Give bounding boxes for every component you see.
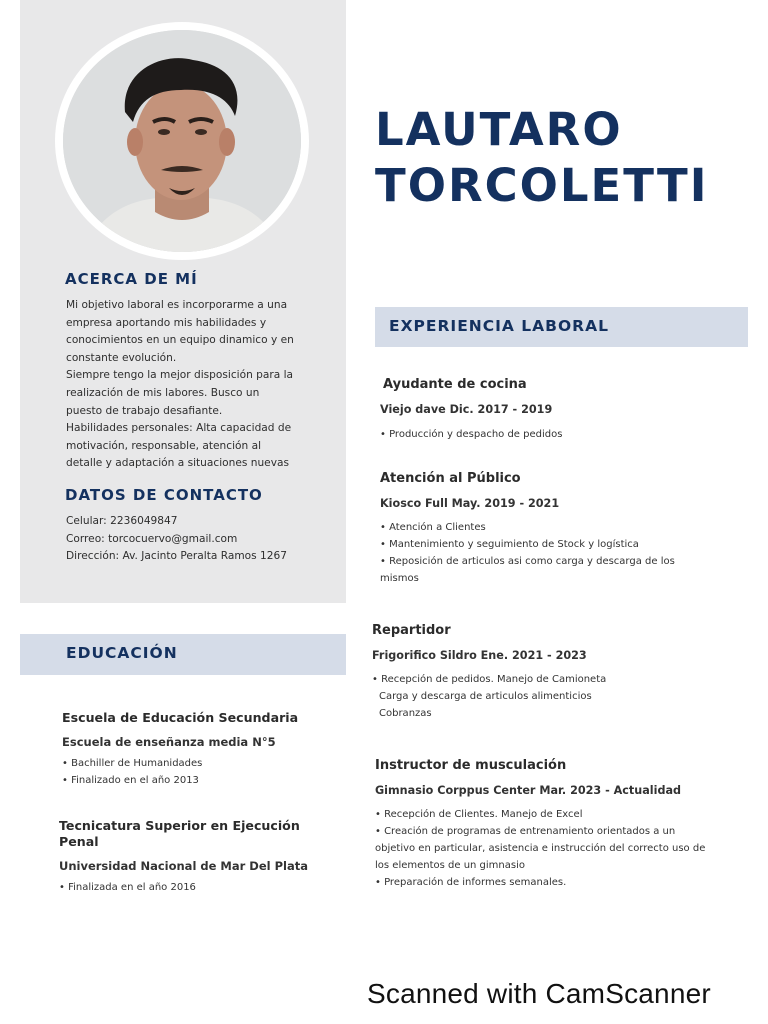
about-line: motivación, responsable, atención al: [66, 439, 262, 452]
job-bullets: [380, 519, 720, 587]
about-line: empresa aportando mis habilidades y: [66, 316, 267, 329]
list-item: • Producción y despacho de pedidos: [380, 429, 563, 440]
job-title: Atención al Público: [380, 471, 521, 486]
list-item: • Recepción de pedidos. Manejo de Camioneta: [372, 674, 607, 685]
last-name: TORCOLETTI: [375, 159, 709, 212]
list-item: • Finalizado en el año 2013: [62, 775, 199, 786]
list-item: objetivo en particular, asistencia e instrucción del correcto uso de: [375, 843, 706, 854]
avatar: [63, 30, 301, 252]
list-item: • Recepción de Clientes. Manejo de Excel: [375, 809, 583, 820]
education-title-line: Penal: [59, 834, 99, 849]
about-line: puesto de trabajo desafiante.: [66, 404, 223, 417]
job-bullets: [380, 426, 562, 443]
about-line: Habilidades personales: Alta capacidad de: [66, 422, 292, 435]
about-line: constante evolución.: [66, 351, 177, 364]
list-item: • Bachiller de Humanidades: [62, 758, 203, 769]
job-title: Instructor de musculación: [375, 758, 567, 773]
list-item: Cobranzas: [379, 708, 432, 719]
list-item: • Reposición de articulos asi como carga y descarga de los: [380, 556, 675, 567]
education-item-bullets: [62, 755, 202, 789]
education-title: EDUCACIÓN: [66, 644, 178, 662]
contact-address: Dirección: Av. Jacinto Peralta Ramos 1267: [66, 550, 287, 563]
contact-title: DATOS DE CONTACTO: [65, 486, 263, 504]
job-bullets: [375, 806, 745, 891]
about-line: Mi objetivo laboral es incorporarme a una: [66, 299, 288, 311]
contact-email: Correo: torcocuervo@gmail.com: [66, 532, 238, 545]
education-item-subtitle: Universidad Nacional de Mar Del Plata: [59, 859, 308, 873]
job-bullets: [372, 671, 712, 722]
list-item: • Atención a Clientes: [380, 522, 486, 533]
avatar-portrait-icon: [63, 30, 301, 252]
about-line: conocimientos en un equipo dinamico y en: [66, 334, 294, 347]
about-text: [66, 297, 336, 473]
contact-info: [66, 513, 336, 566]
job-title: Repartidor: [372, 623, 451, 638]
profile-photo: [55, 22, 309, 260]
list-item: • Preparación de informes semanales.: [375, 877, 567, 888]
education-item-title: Escuela de Educación Secundaria: [62, 710, 299, 725]
education-title-line: Tecnicatura Superior en Ejecución: [59, 818, 300, 833]
about-line: Siempre tengo la mejor disposición para la: [66, 369, 294, 382]
about-line: detalle y adaptación a situaciones nuevas: [66, 457, 289, 470]
candidate-name: [375, 102, 708, 214]
list-item: los elementos de un gimnasio: [375, 860, 525, 871]
contact-phone: Celular: 2236049847: [66, 515, 178, 527]
education-header-band: [20, 634, 346, 675]
first-name: LAUTARO: [375, 103, 623, 156]
education-item-bullets: [59, 879, 196, 896]
list-item: • Creación de programas de entrenamiento orientados a un: [375, 826, 676, 837]
list-item: • Mantenimiento y seguimiento de Stock y logística: [380, 539, 639, 550]
job-place: Gimnasio Corppus Center Mar. 2023 - Actualidad: [375, 784, 682, 797]
job-place: Kiosco Full May. 2019 - 2021: [380, 497, 560, 510]
about-title: ACERCA DE MÍ: [65, 270, 198, 288]
experience-header-band: [375, 307, 748, 347]
scanner-watermark: Scanned with CamScanner: [367, 978, 711, 1009]
education-item-subtitle: Escuela de enseñanza media N°5: [62, 735, 276, 749]
list-item: mismos: [380, 573, 419, 584]
education-item-title: [59, 818, 339, 850]
list-item: Carga y descarga de articulos alimenticios: [379, 691, 592, 702]
list-item: • Finalizada en el año 2016: [59, 882, 196, 893]
job-place: Viejo dave Dic. 2017 - 2019: [380, 403, 553, 416]
about-line: realización de mis labores. Busco un: [66, 386, 260, 399]
experience-title: EXPERIENCIA LABORAL: [389, 317, 609, 335]
job-place: Frigorifico Sildro Ene. 2021 - 2023: [372, 649, 587, 662]
job-title: Ayudante de cocina: [383, 377, 527, 392]
